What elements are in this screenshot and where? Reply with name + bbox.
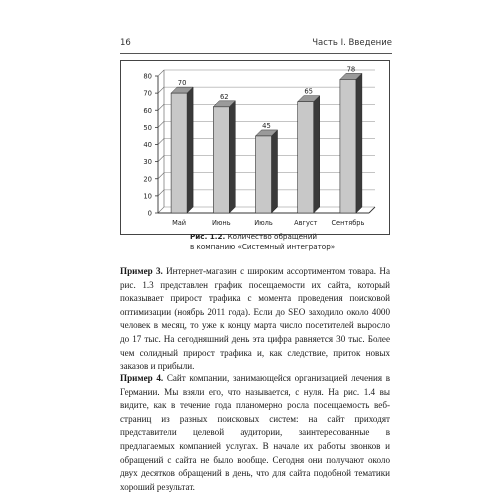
- header-rule: [120, 53, 392, 54]
- x-tick-label: Июль: [254, 219, 273, 227]
- figure-caption: [190, 232, 390, 252]
- y-tick-label: 60: [143, 106, 152, 115]
- x-tick-label: Август: [294, 219, 318, 227]
- bar-side: [272, 130, 278, 213]
- x-tick-label: Июнь: [211, 219, 231, 227]
- y-tick-label: 0: [147, 209, 152, 218]
- bar-side: [314, 96, 320, 213]
- grid-depth-line: [158, 70, 164, 76]
- figure-caption-line1: Количество обращений: [227, 232, 318, 241]
- x-axis-depth: [369, 207, 375, 213]
- bar-value-label: 62: [219, 92, 229, 101]
- bar-side: [187, 87, 193, 213]
- bar: [298, 102, 314, 213]
- bar-side: [229, 101, 235, 213]
- bar-value-label: 45: [262, 121, 271, 130]
- x-tick-label: Сентябрь: [331, 219, 365, 227]
- chart-bars: [171, 73, 362, 213]
- y-tick-label: 80: [143, 72, 152, 81]
- y-tick-label: 70: [143, 89, 152, 98]
- paragraph-example-4: [120, 372, 390, 494]
- bar: [171, 93, 187, 213]
- running-header: Часть I. Введение: [312, 38, 392, 48]
- paragraph-lead: Пример 3.: [120, 266, 163, 276]
- bar-value-label: 70: [177, 79, 187, 88]
- paragraph-lead: Пример 4.: [120, 373, 164, 383]
- paragraph-example-3: [120, 265, 390, 374]
- bar-side: [356, 73, 362, 213]
- grid-depth-line: [158, 156, 164, 162]
- grid-depth-line: [158, 121, 164, 127]
- figure-caption-line2: в компанию «Системный интегратор»: [190, 242, 336, 251]
- paragraph-text: Интернет-магазин с широким ассортиментом товара. На рис. 1.3 представлен график посещаемости их сайта, который показывает прирост трафика с момента проведения поисковой оптимизации (ноябрь 2011 года). Если до SEO заходило около 4000 человек в месяц, то уже к концу марта число посетителей выросло до 17 тыс. На сегодняшний день эта цифра равняется 30 тыс. Более чем солидный прирост трафика и, как следствие, приток новых заказов и прибыли.: [120, 266, 390, 372]
- y-tick-label: 40: [143, 141, 152, 149]
- y-tick-label: 30: [143, 158, 152, 167]
- bar: [340, 79, 356, 213]
- bar-chart: [120, 60, 390, 235]
- bar: [213, 107, 229, 213]
- grid-depth-line: [158, 207, 164, 213]
- grid-depth-line: [158, 104, 164, 110]
- grid-depth-line: [158, 173, 164, 179]
- y-tick-label: 50: [143, 123, 152, 132]
- y-tick-label: 20: [143, 175, 152, 184]
- grid-depth-line: [158, 139, 164, 145]
- grid-depth-line: [158, 87, 164, 93]
- x-tick-label: Май: [172, 219, 187, 227]
- y-tick-label: 10: [143, 192, 152, 201]
- bar: [256, 136, 272, 213]
- bar-value-label: 78: [346, 65, 356, 74]
- bar-value-label: 65: [304, 87, 314, 96]
- figure-label: Рис. 1.2.: [190, 232, 226, 241]
- paragraph-text: Сайт компании, занимающейся организацией лечения в Германии. Мы взяли его, что называется, с нуля. На рис. 1.4 вы видите, как в течение года планомерно росла посещаемость веб-страниц из разных поисковых систем: на сайт приходят представители целевой аудитории, заинтересованные в предлагаемых компанией услугах. В начале их работы звонков и обращений с сайта не было вообще. Сегодня они получают около двух десятков обращений в день, что для сайта подобной тематики хороший результат.: [120, 373, 390, 492]
- page-number: 16: [120, 38, 131, 48]
- grid-depth-line: [158, 190, 164, 196]
